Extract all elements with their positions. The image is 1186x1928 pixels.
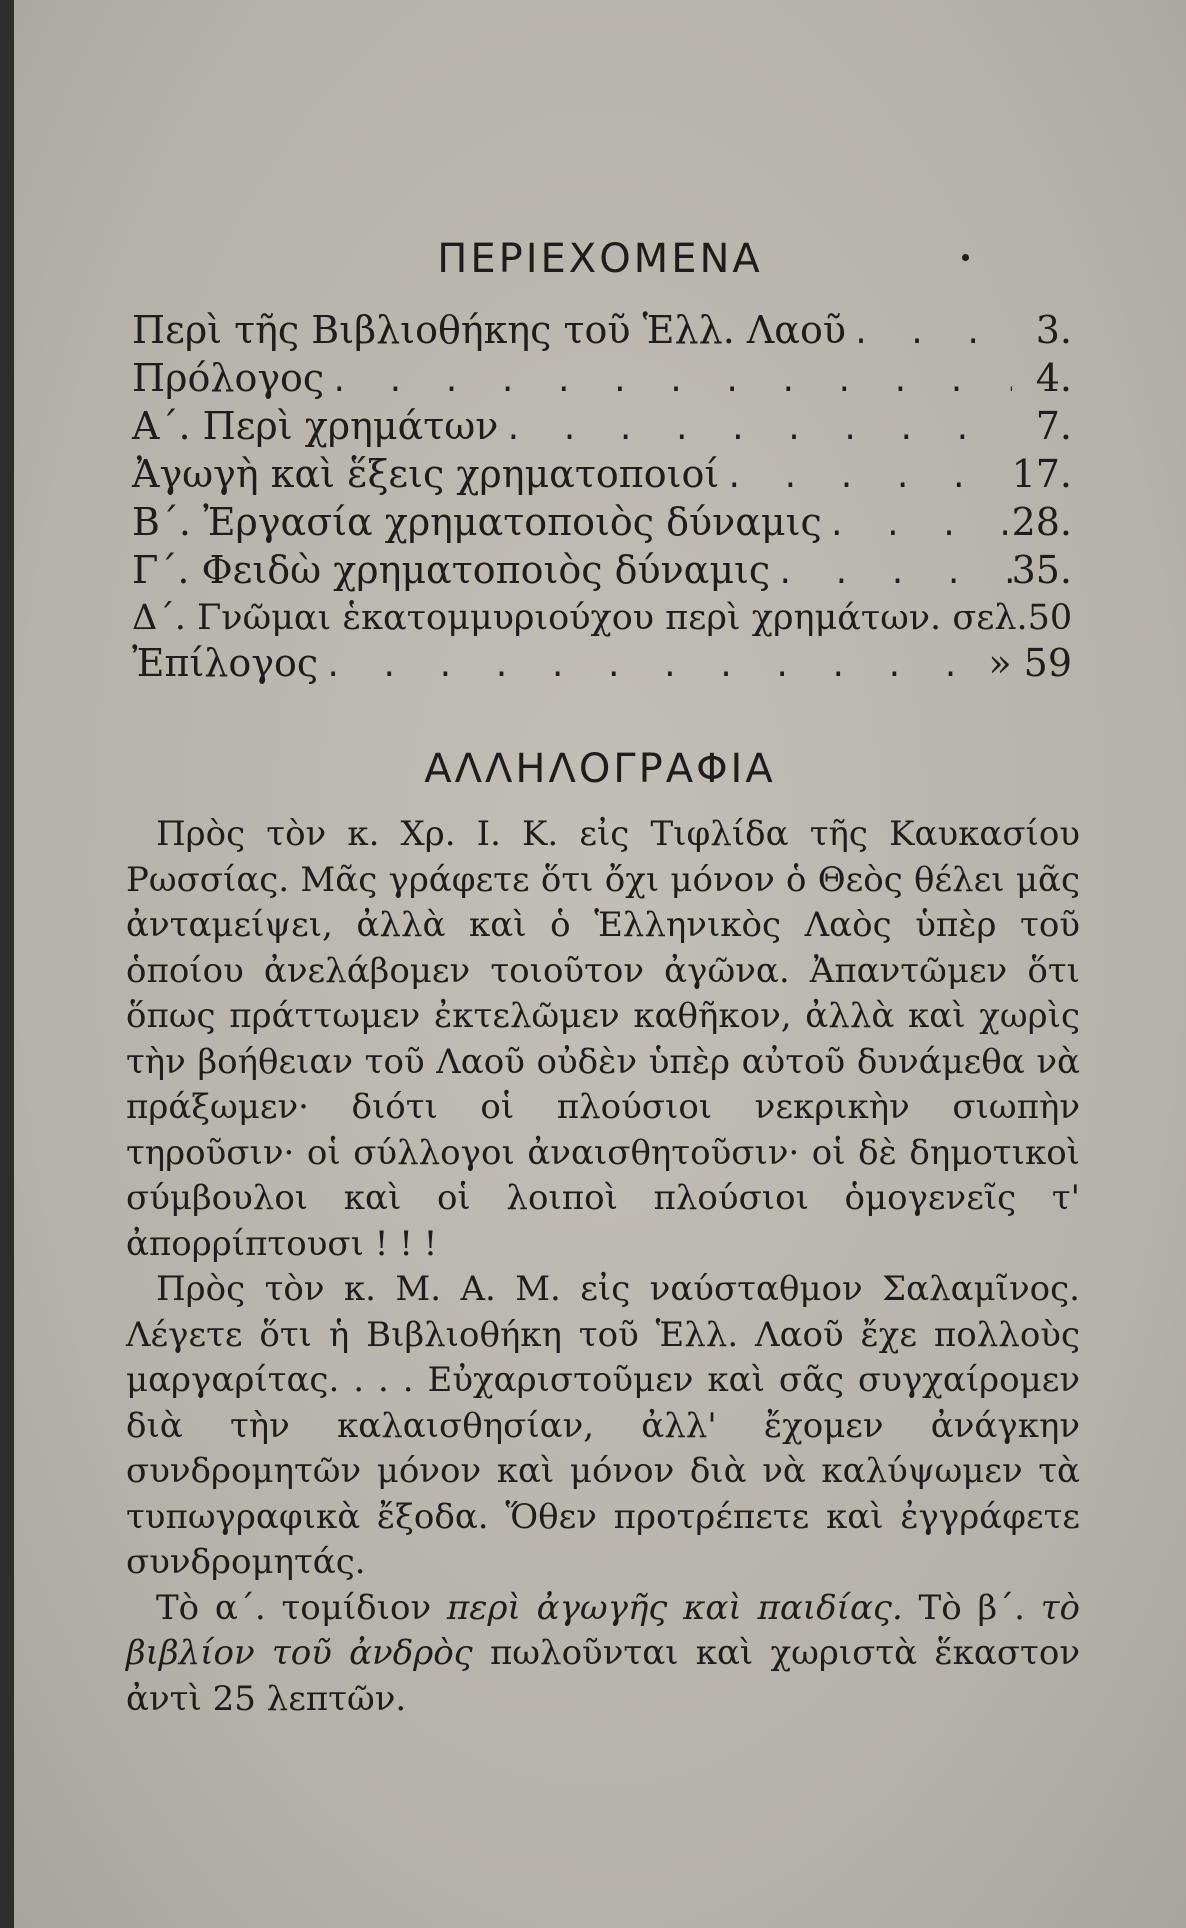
toc-row: [132, 641, 1072, 689]
toc-entry-page: 7.: [1035, 404, 1072, 448]
toc-entry-title: Α΄. Περὶ χρημάτων: [132, 404, 499, 448]
toc-entry-title: Δ΄. Γνῶμαι ἑκατομμυριούχου περὶ χρημάτων. σελ.50: [132, 598, 1073, 638]
correspondence-body: [126, 812, 1080, 1722]
toc-leader: [822, 503, 1012, 548]
toc-leader: [719, 455, 1011, 500]
publication-note: [126, 1586, 1080, 1723]
toc-entry-title: Περὶ τῆς Βιβλιοθήκης τοῦ Ἑλλ. Λαοῦ: [132, 308, 846, 352]
toc-leader: [770, 551, 1011, 596]
toc-entry-title: Β΄. Ἐργασία χρηματοποιὸς δύναμις: [132, 500, 822, 544]
table-of-contents: [132, 308, 1072, 689]
toc-entry-page: 4.: [1035, 356, 1072, 400]
toc-row: [132, 404, 1072, 452]
toc-entry-page: » 59: [988, 641, 1072, 685]
toc-entry-page: 3.: [1035, 308, 1072, 352]
note-text: Τὸ β΄.: [918, 1587, 1025, 1628]
toc-row: [132, 308, 1072, 356]
book-title: περὶ ἀγωγῆς καὶ παιδίας.: [446, 1587, 903, 1628]
toc-entry-page: 35.: [1011, 548, 1072, 592]
letter-paragraph: Πρὸς τὸν κ. Μ. Α. Μ. εἰς ναύσταθμον Σαλαμῖνος. Λέγετε ὅτι ἡ Βιβλιοθήκη τοῦ Ἑλλ. Λαοῦ ἔχε πολλοὺς μαργαρίτας. . . . Εὐχαριστοῦμεν καὶ σᾶς συγχαίρομεν διὰ τὴν καλαισθησίαν, ἀλλ' ἔχομεν ἀνάγκην συνδρομητῶν μόνον καὶ μόνον διὰ νὰ καλύψωμεν τὰ τυπωγραφικὰ ἔξοδα. Ὅθεν προτρέπετε καὶ ἐγγράφετε συνδρομητάς.: [126, 1269, 1080, 1582]
note-text: πωλοῦνται καὶ χωριστὰ ἕκαστον ἀντὶ 25 λεπτῶν.: [126, 1633, 1080, 1719]
toc-entry-title: Ἀγωγὴ καὶ ἕξεις χρηματοποιοί: [132, 452, 720, 496]
book-page: [14, 0, 1186, 1928]
toc-leader: [318, 644, 988, 689]
contents-heading: ΠΕΡΙΕΧΟΜΕΝΑ: [437, 236, 763, 282]
toc-row: [132, 596, 1072, 641]
toc-row: [132, 356, 1072, 404]
correspondence-heading: ΑΛΛΗΛΟΓΡΑΦΙΑ: [424, 746, 776, 792]
toc-leader: [324, 359, 1012, 404]
book-title: τὸ βιβλίον τοῦ ἀνδρὸς: [126, 1587, 1081, 1673]
toc-row: [132, 548, 1072, 596]
toc-entry-title: Ἐπίλογος: [132, 641, 319, 685]
toc-entry-title: Γ΄. Φειδὼ χρηματοποιὸς δύναμις: [132, 548, 771, 592]
toc-entry-title: Πρόλογος: [132, 356, 325, 400]
toc-leader: [846, 311, 1012, 356]
toc-leader: [498, 407, 1012, 452]
toc-entry-page: 17.: [1011, 452, 1072, 496]
ink-speck: [962, 254, 969, 261]
toc-row: [132, 452, 1072, 500]
letter-paragraph: Πρὸς τὸν κ. Χρ. Ι. Κ. εἰς Τιφλίδα τῆς Καυκασίου Ρωσσίας. Μᾶς γράφετε ὅτι ὄχι μόνον ὁ Θεὸς θέλει μᾶς ἀνταμείψει, ἀλλὰ καὶ ὁ Ἑλληνικὸς Λαὸς ὑπὲρ τοῦ ὁποίου ἀνελάβομεν τοιοῦτον ἀγῶνα. Ἀπαντῶμεν ὅτι ὅπως πράττωμεν ἐκτελῶμεν καθῆκον, ἀλλὰ καὶ χωρὶς τὴν βοήθειαν τοῦ Λαοῦ οὐδὲν ὑπὲρ αὐτοῦ δυνάμεθα νὰ πράξωμεν· διότι οἱ πλούσιοι νεκρικὴν σιωπὴν τηροῦσιν· οἱ σύλλογοι ἀναισθητοῦσιν· οἱ δὲ δημοτικοὶ σύμβουλοι καὶ οἱ λοιποὶ πλούσιοι ὁμογενεῖς τ' ἀπορρίπτουσι ! ! !: [126, 814, 1080, 1264]
note-text: Τὸ α΄. τομίδιον: [156, 1587, 432, 1628]
toc-row: [132, 500, 1072, 548]
toc-entry-page: 28.: [1011, 500, 1072, 544]
